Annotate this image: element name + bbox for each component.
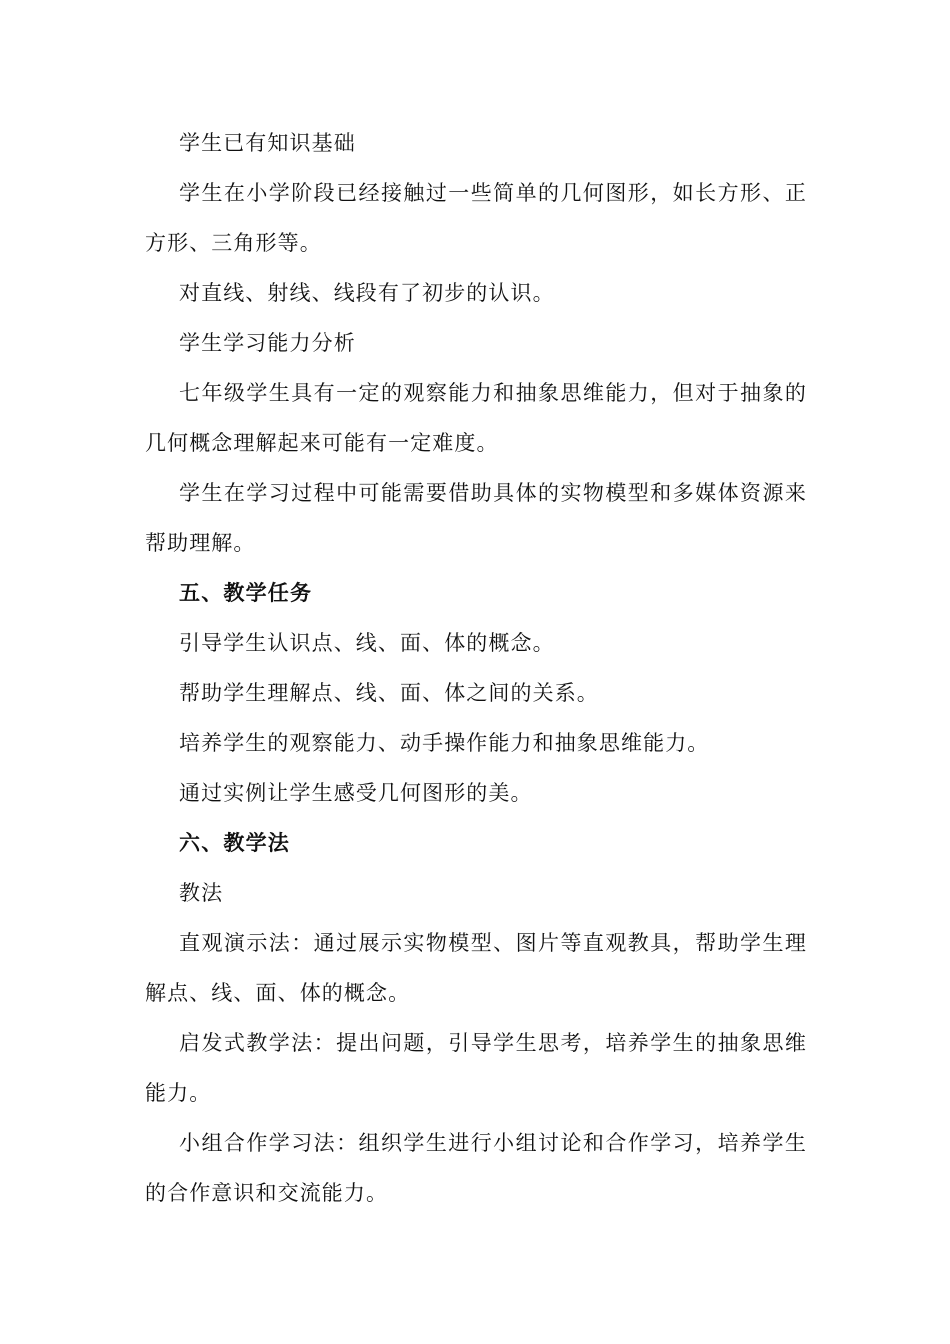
subheading-teaching-method: 教法 — [179, 881, 224, 905]
method-item-group-learning: 小组合作学习法：组织学生进行小组讨论和合作学习，培养学生的合作意识和交流能力。 — [145, 1131, 807, 1205]
task-item-relations: 帮助学生理解点、线、面、体之间的关系。 — [179, 681, 599, 705]
paragraph-models-media: 学生在学习过程中可能需要借助具体的实物模型和多媒体资源来帮助理解。 — [145, 481, 807, 555]
section-heading-teaching-tasks: 五、教学任务 — [179, 581, 313, 605]
method-item-heuristic: 启发式教学法：提出问题，引导学生思考，培养学生的抽象思维能力。 — [145, 1031, 807, 1105]
method-item-demonstration: 直观演示法：通过展示实物模型、图片等直观教具，帮助学生理解点、线、面、体的概念。 — [145, 931, 807, 1005]
paragraph-lines-knowledge: 对直线、射线、线段有了初步的认识。 — [179, 281, 555, 305]
subheading-learning-ability: 学生学习能力分析 — [179, 331, 356, 355]
subheading-knowledge-base: 学生已有知识基础 — [179, 131, 356, 155]
document-page — [145, 118, 807, 1218]
section-heading-teaching-methods: 六、教学法 — [179, 831, 290, 855]
task-item-beauty: 通过实例让学生感受几何图形的美。 — [179, 781, 533, 805]
task-item-abilities: 培养学生的观察能力、动手操作能力和抽象思维能力。 — [179, 731, 710, 755]
paragraph-prior-shapes: 学生在小学阶段已经接触过一些简单的几何图形，如长方形、正方形、三角形等。 — [145, 181, 807, 255]
paragraph-abstract-thinking: 七年级学生具有一定的观察能力和抽象思维能力，但对于抽象的几何概念理解起来可能有一定难度。 — [145, 381, 807, 455]
task-item-concepts: 引导学生认识点、线、面、体的概念。 — [179, 631, 555, 655]
